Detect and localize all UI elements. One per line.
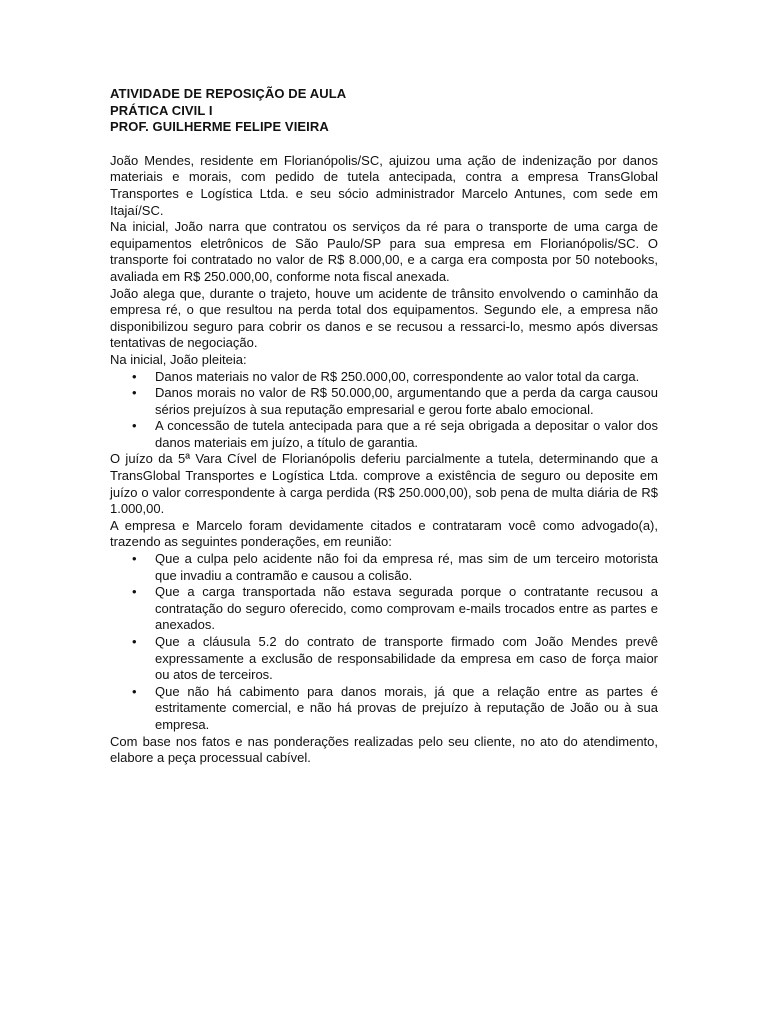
document-header — [110, 86, 658, 136]
professor-name: PROF. GUILHERME FELIPE VIEIRA — [110, 119, 329, 135]
paragraph-meeting: A empresa e Marcelo foram devidamente citados e contrataram você como advogado(a), trazendo as seguintes ponderações, em reunião: — [110, 517, 658, 550]
list-item: • Danos morais no valor de R$ 50.000,00, argumentando que a perda da carga causou sérios prejuízos à sua reputação empresarial e gerou forte abalo emocional. — [132, 385, 658, 417]
paragraph-task: Com base nos fatos e nas ponderações realizadas pelo seu cliente, no ato do atendimento, elabore a peça processual cabível. — [110, 733, 658, 766]
document-page — [110, 86, 658, 767]
list-item: • Danos materiais no valor de R$ 250.000,00, correspondente ao valor total da carga. — [132, 368, 640, 384]
paragraph-allegation: João alega que, durante o trajeto, houve um acidente de trânsito envolvendo o caminhão da empresa ré, o que resultou na perda total dos equipamentos. Segundo ele, a empresa não disponibilizou seguro para cobrir os danos e se recusou a ressarci-lo, mesmo após diversas tentativas de negociação. — [110, 285, 658, 351]
paragraph-narrative: Na inicial, João narra que contratou os serviços da ré para o transporte de uma carga de equipamentos eletrônicos de São Paulo/SP para sua empresa em Florianópolis/SC. O transporte foi contratado no valor de R$ 8.000,00, e a carga era composta por 50 notebooks, avaliada em R$ 250.000,00, conforme nota fiscal anexada. — [110, 219, 658, 284]
paragraph-claims-intro: Na inicial, João pleiteia: — [110, 351, 247, 367]
list-item: • Que a culpa pelo acidente não foi da empresa ré, mas sim de um terceiro motorista que invadiu a contramão e causou a colisão. — [132, 551, 658, 583]
paragraph-intro: João Mendes, residente em Florianópolis/SC, ajuizou uma ação de indenização por danos materiais e morais, com pedido de tutela antecipada, contra a empresa TransGlobal Transportes e Logística Ltda. e seu sócio administrador Marcelo Antunes, com sede em Itajaí/SC. — [110, 152, 658, 218]
bullet-icon: • — [132, 584, 137, 600]
course-name: PRÁTICA CIVIL I — [110, 102, 213, 118]
paragraph-court-decision: O juízo da 5ª Vara Cível de Florianópolis deferiu parcialmente a tutela, determinando que a TransGlobal Transportes e Logística Ltda. comprove a existência de seguro ou deposite em juízo o valor correspondente à carga perdida (R$ 250.000,00), sob pena de multa diária de R$ 1.000,00. — [110, 451, 658, 517]
list-item: • Que não há cabimento para danos morais, já que a relação entre as partes é estritamente comercial, e não há provas de prejuízo à reputação de João ou à sua empresa. — [132, 683, 658, 732]
claims-list — [110, 369, 658, 452]
activity-title: ATIVIDADE DE REPOSIÇÃO DE AULA — [110, 86, 347, 101]
list-item: • Que a cláusula 5.2 do contrato de transporte firmado com João Mendes prevê expressamente a exclusão de responsabilidade da empresa em caso de força maior ou atos de terceiros. — [132, 634, 658, 683]
list-item: • Que a carga transportada não estava segurada porque o contratante recusou a contratação do seguro oferecido, como comprovam e-mails trocados entre as partes e anexados. — [132, 584, 658, 633]
bullet-icon: • — [132, 368, 137, 384]
bullet-icon: • — [132, 634, 137, 649]
considerations-list — [110, 551, 658, 734]
bullet-icon: • — [132, 551, 137, 567]
list-item: • A concessão de tutela antecipada para que a ré seja obrigada a depositar o valor dos danos materiais em juízo, a título de garantia. — [132, 418, 658, 450]
bullet-icon: • — [132, 683, 137, 699]
bullet-icon: • — [132, 418, 137, 434]
bullet-icon: • — [132, 385, 137, 401]
